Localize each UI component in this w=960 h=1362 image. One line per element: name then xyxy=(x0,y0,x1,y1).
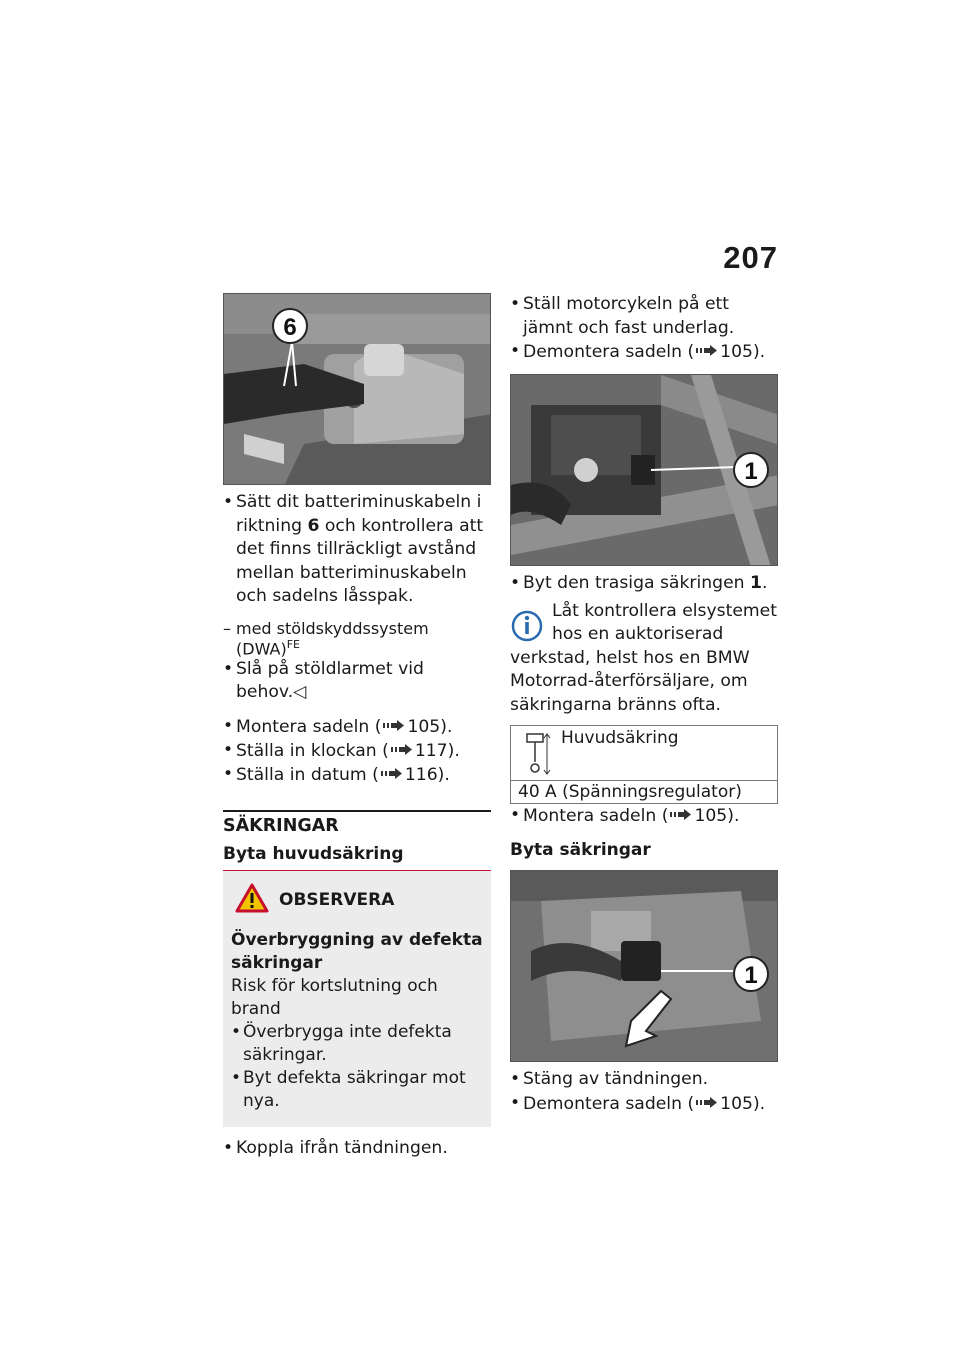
warning-text: Risk för kortslutning och brand xyxy=(231,975,438,1019)
spec-label: Huvudsäkring xyxy=(561,728,679,749)
list-item: • Montera sadeln ( 105). xyxy=(223,715,453,737)
list-item: • Demontera sadeln ( 105). xyxy=(510,1092,766,1114)
fuse-icon xyxy=(521,732,551,780)
warning-box xyxy=(223,871,491,1127)
list-item: • Slå på stöldlarmet vid behov.◁ xyxy=(223,658,424,703)
warning-item: • Byt defekta säkringar mot nya. xyxy=(231,1067,466,1111)
fuse-box-figure xyxy=(510,870,778,1062)
page-ref-icon xyxy=(696,340,718,364)
page-link[interactable]: 105 xyxy=(720,1093,753,1114)
warning-title: OBSERVERA xyxy=(279,889,395,910)
fig-label-1: 1 xyxy=(744,458,758,486)
page-ref-icon xyxy=(381,763,403,787)
fig-label-1: 1 xyxy=(744,962,758,989)
battery-cable-figure xyxy=(223,293,491,485)
list-item: • Stäng av tändningen. xyxy=(510,1069,709,1089)
list-item: • Montera sadeln ( 105). xyxy=(510,805,740,826)
right-column xyxy=(510,293,778,1116)
page-link[interactable]: 105 xyxy=(407,716,441,737)
page-number: 207 xyxy=(723,240,778,275)
list-item: • Demontera sadeln ( 105). xyxy=(510,341,766,362)
info-icon xyxy=(510,606,544,650)
subsection-title: Byta huvudsäkring xyxy=(223,844,491,871)
warning-heading: Överbryggning av defekta säkringar xyxy=(231,929,483,973)
list-item: • Sätt dit batteriminuskabeln i riktning 6 och kontrollera att det finns tillräckligt avstånd mellan batteriminuskabeln och sadelns låsspak. xyxy=(223,492,484,606)
fig-label-6: 6 xyxy=(283,314,297,341)
list-item: • Koppla ifrån tändningen. xyxy=(223,1137,448,1158)
list-item: • Ställa in klockan ( 117). xyxy=(223,740,460,761)
page-ref-icon xyxy=(391,739,413,763)
page-ref-icon xyxy=(383,715,405,739)
left-column xyxy=(223,293,491,1160)
fuse-location-figure xyxy=(510,374,778,566)
option-condition: – med stöldskyddssystem (DWA)$^{FE}$ xyxy=(223,618,429,658)
page-link[interactable]: 105 xyxy=(720,341,753,362)
info-note: Låt kontrollera elsystemet hos en auktoriserad verkstad, helst hos en BMW Motorrad-återförsäljare, om säkringarna bränns ofta. xyxy=(510,600,777,715)
subsection-title: Byta säkringar xyxy=(510,839,651,860)
spec-table xyxy=(510,725,778,804)
page-link[interactable]: 117 xyxy=(414,740,448,761)
list-item: • Ställ motorcykeln på ett jämnt och fast underlag. xyxy=(510,294,735,338)
warning-triangle-icon xyxy=(235,883,269,917)
page-link[interactable]: 105 xyxy=(694,806,728,826)
list-item: • Ställa in datum ( 116). xyxy=(223,764,450,786)
page-ref-icon xyxy=(670,804,692,828)
spec-value: 40 A (Spänningsregulator) xyxy=(518,782,742,803)
page-ref-icon xyxy=(696,1092,718,1116)
page-link[interactable]: 116 xyxy=(404,765,438,786)
warning-item: • Överbrygga inte defekta säkringar. xyxy=(231,1021,452,1065)
section-title: SÄKRINGAR xyxy=(223,810,491,836)
list-item: • Byt den trasiga säkringen 1. xyxy=(510,573,768,594)
